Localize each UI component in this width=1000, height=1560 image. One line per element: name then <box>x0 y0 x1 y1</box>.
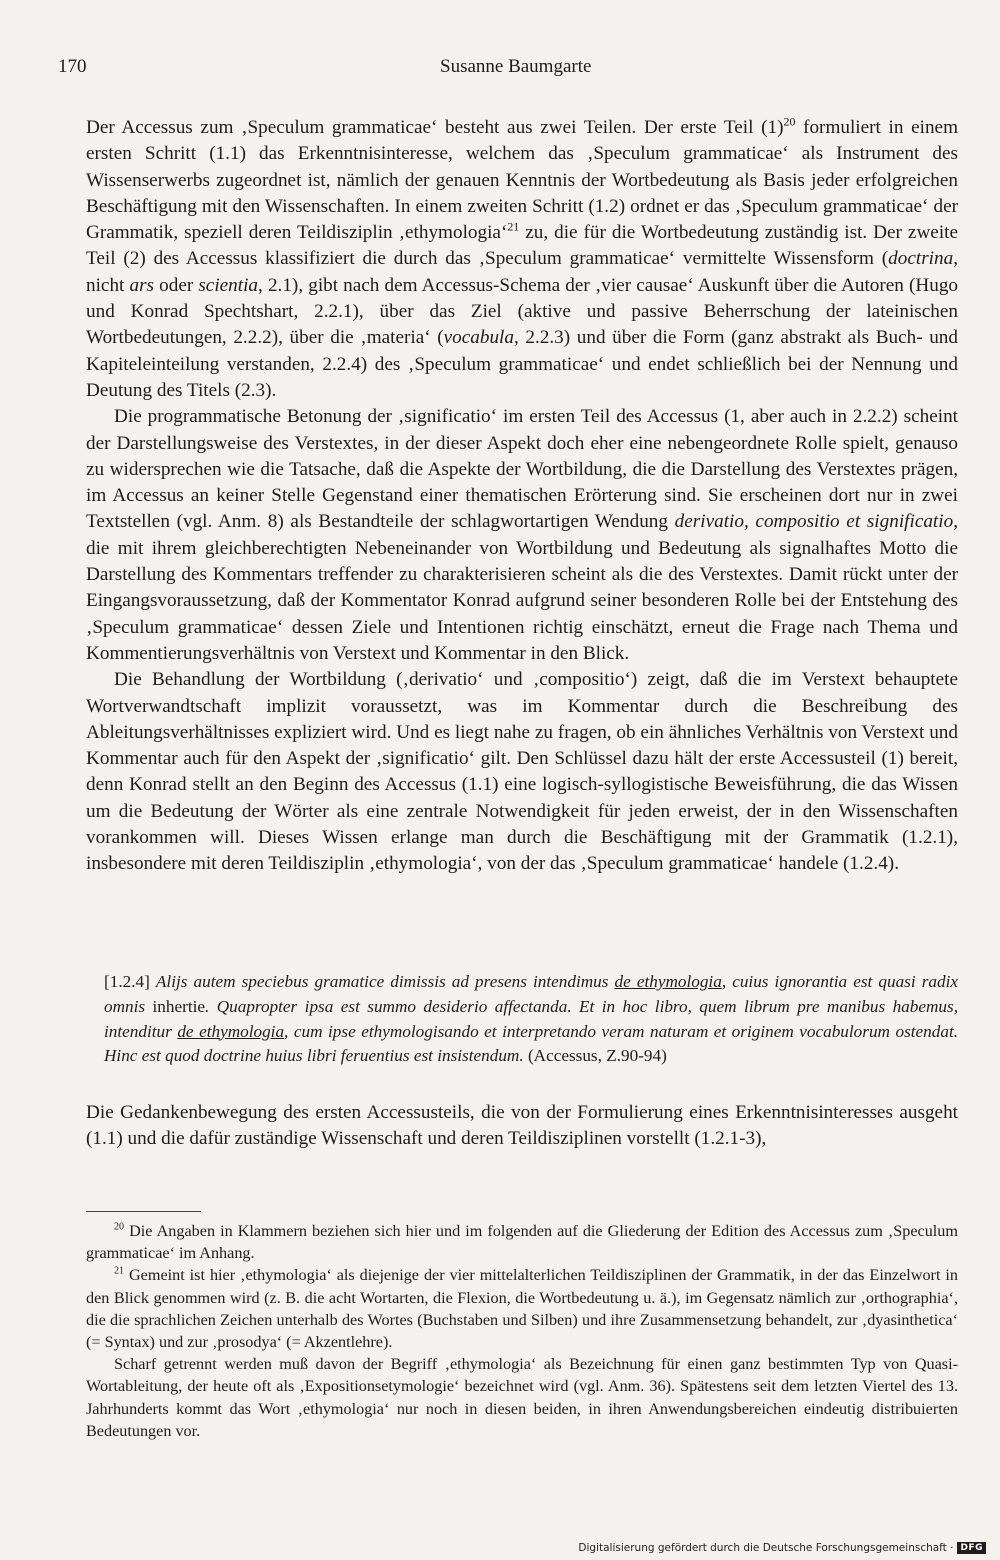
quote-reference: [1.2.4] <box>104 972 156 991</box>
underlined-term: de ethymologia <box>177 1021 285 1041</box>
page-number: 170 <box>58 56 87 77</box>
footnote-ref-21[interactable]: 21 <box>507 219 520 234</box>
footnote-21: $^{21}$ Gemeint ist hier ‚ethymologia‘ als diejenige der vier mittelalterlichen Teildisziplinen der Grammatik, in der das Einzelwort in den Blick genommen wird (z. B. die acht Wortarten, die Flexion, die Wortbedeutung u. ä.), im Gegensatz nämlich zur ‚orthographia‘, die die sprachlichen Zeichen unterhalb des Wortes (Buchstaben und Silben) und ihre Zusammensetzung behandelt, zur ‚dyasinthetica‘ (= Syntax) und zur ‚prosodya‘ (= Akzentlehre). <box>86 1266 958 1352</box>
dfg-logo-icon: DFG <box>957 1542 986 1554</box>
dfg-credit-text: Digitalisierung gefördert durch die Deutsche Forschungsgemeinschaft · <box>578 1542 954 1554</box>
running-head-author: Susanne Baumgarte <box>440 56 592 77</box>
footnote-20: $^{20}$ Die Angaben in Klammern beziehen sich hier und im folgenden auf die Gliederung der Edition des Accessus zum ‚Speculum grammaticae‘ im Anhang. <box>86 1221 958 1263</box>
paragraph-4: Die Gedankenbewegung des ersten Accessusteils, die von der Formulierung eines Erkenntnisinteresses ausgeht (1.1) und die dafür zuständige Wissenschaft und deren Teildisziplinen vorstellt (1.2.1-3), <box>86 1102 958 1150</box>
footnotes <box>86 1220 958 1442</box>
footnote-divider <box>86 1211 201 1212</box>
paragraph-3: Die Behandlung der Wortbildung (‚derivatio‘ und ‚compositio‘) zeigt, daß die im Verstext behauptete Wortverwandtschaft implizit voraussetzt, was im Kommentar durch die Beschreibung des Ableitungsverhältnisses expliziert wird. Und es liegt nahe zu fragen, ob ein ähnliches Verhältnis von Verstext und Kommentar auch für den Aspekt der ‚significatio‘ gilt. Den Schlüssel dazu hält der erste Accessusteil (1) bereit, denn Konrad stellt an den Beginn des Accessus (1.1) eine logisch-syllogistische Beweisführung, die das Wissen um die Bedeutung der Wörter als eine zentrale Notwendigkeit für jeden erweist, der in den Wissenschaften vorankommen will. Dieses Wissen erlange man durch die Beschäftigung mit der Grammatik (1.2.1), insbesondere mit deren Teildisziplin ‚ethymologia‘, von der das ‚Speculum grammaticae‘ handele (1.2.4). <box>86 669 958 875</box>
paragraph-1: Der Accessus zum ‚Speculum grammaticae‘ besteht aus zwei Teilen. Der erste Teil $(1)^{20}$ formuliert in einem ersten Schritt (1.1) das Erkenntnisinteresse, welchem das ‚Speculum grammaticae‘ als Instrument des Wissenserwerbs zugeordnet ist, nämlich der genauen Kenntnis der Wortbedeutung als Basis jeder erfolgreichen Beschäftigung mit den Wissenschaften. In einem zweiten Schritt (1.2) ordnet er das ‚Speculum grammaticae‘ der Grammatik, speziell deren Teildisziplin ‚ethymologia‘$^{21}$ zu, die für die Wortbedeutung zuständig ist. Der zweite Teil (2) des Accessus klassifiziert die durch das ‚Speculum grammaticae‘ vermittelte Wissensform (doctrina, nicht ars oder scientia, 2.1), gibt nach dem Accessus-Schema der ‚vier causae‘ Auskunft über die Autoren (Hugo und Konrad Spechtshart, 2.2.1), über das Ziel (aktive und passive Beherrschung der lateinischen Wortbedeutungen, 2.2.2), über die ‚materia‘ (vocabula, 2.2.3) und über die Form (ganz abstrakt als Buch- und Kapiteleinteilung verstanden, 2.2.4) des ‚Speculum grammaticae‘ und endet schließlich bei der Nennung und Deutung des Titels (2.3). <box>86 114 959 401</box>
underlined-term: de ethymologia <box>614 972 722 991</box>
latin-block-quote: [1.2.4] Alijs autem speciebus gramatice dimissis ad presens intendimus de ethymologia, cuius ignorantia est quasi radix omnis inhertie. Quapropter ipsa est summo desiderio affectanda. Et in hoc libro, quem librum pre manibus habemus, intenditur de ethymologia, cum ipse ethymologisando et interpretando veram naturam et originem vocabulorum ostendat. Hinc est quod doctrine huius libri feruentius est insistendum. (Accessus, Z.90-94) <box>104 972 959 1066</box>
footnote-21-continuation: Scharf getrennt werden muß davon der Begriff ‚ethymologia‘ als Bezeichnung für einen ganz bestimmten Typ von Quasi-Wortableitung, der heute oft als ‚Expositionsetymologie‘ bezeichnet wird (vgl. Anm. 36). Spätestens seit dem letzten Viertel des 13. Jahrhunderts kommt das Wort ‚ethymologia‘ nur noch in diesen beiden, in ihren Anwendungsbereichen eindeutig distribuierten Bedeutungen vor. <box>86 1355 958 1440</box>
quote-source: (Accessus, Z.90-94) <box>523 1046 667 1066</box>
footnote-ref-20[interactable]: 20 <box>783 114 796 129</box>
dfg-footer <box>578 1542 986 1554</box>
paragraph-2: Die programmatische Betonung der ‚significatio‘ im ersten Teil des Accessus (1, aber auch in 2.2.2) scheint der Darstellungsweise des Verstextes, in der dieser Aspekt doch eher eine nebengeordnete Rolle spielt, genauso zu widersprechen wie die Tatsache, daß die Aspekte der Wortbildung, die die Darstellung des Verstextes prägen, im Accessus an keiner Stelle Gegenstand einer thematischen Erörterung sind. Sie erscheinen dort nur in zwei Textstellen (vgl. Anm. 8) als Bestandteile der schlagwortartigen Wendung derivatio, compositio et significatio, die mit ihrem gleichberechtigten Nebeneinander von Wortbildung und Bedeutung als signalhaftes Motto die Darstellung des Kommentars treffender zu charakterisieren scheint als die des Verstextes. Damit rückt unter der Eingangsvoraussetzung, daß der Kommentator Konrad aufgrund seiner besonderen Rolle bei der Entstehung des ‚Speculum grammaticae‘ dessen Ziele und Intentionen richtig einschätzt, erneut die Frage nach Thema und Kommentierungsverhältnis von Verstext und Kommentar in den Blick. <box>86 406 958 664</box>
main-text <box>86 115 958 878</box>
